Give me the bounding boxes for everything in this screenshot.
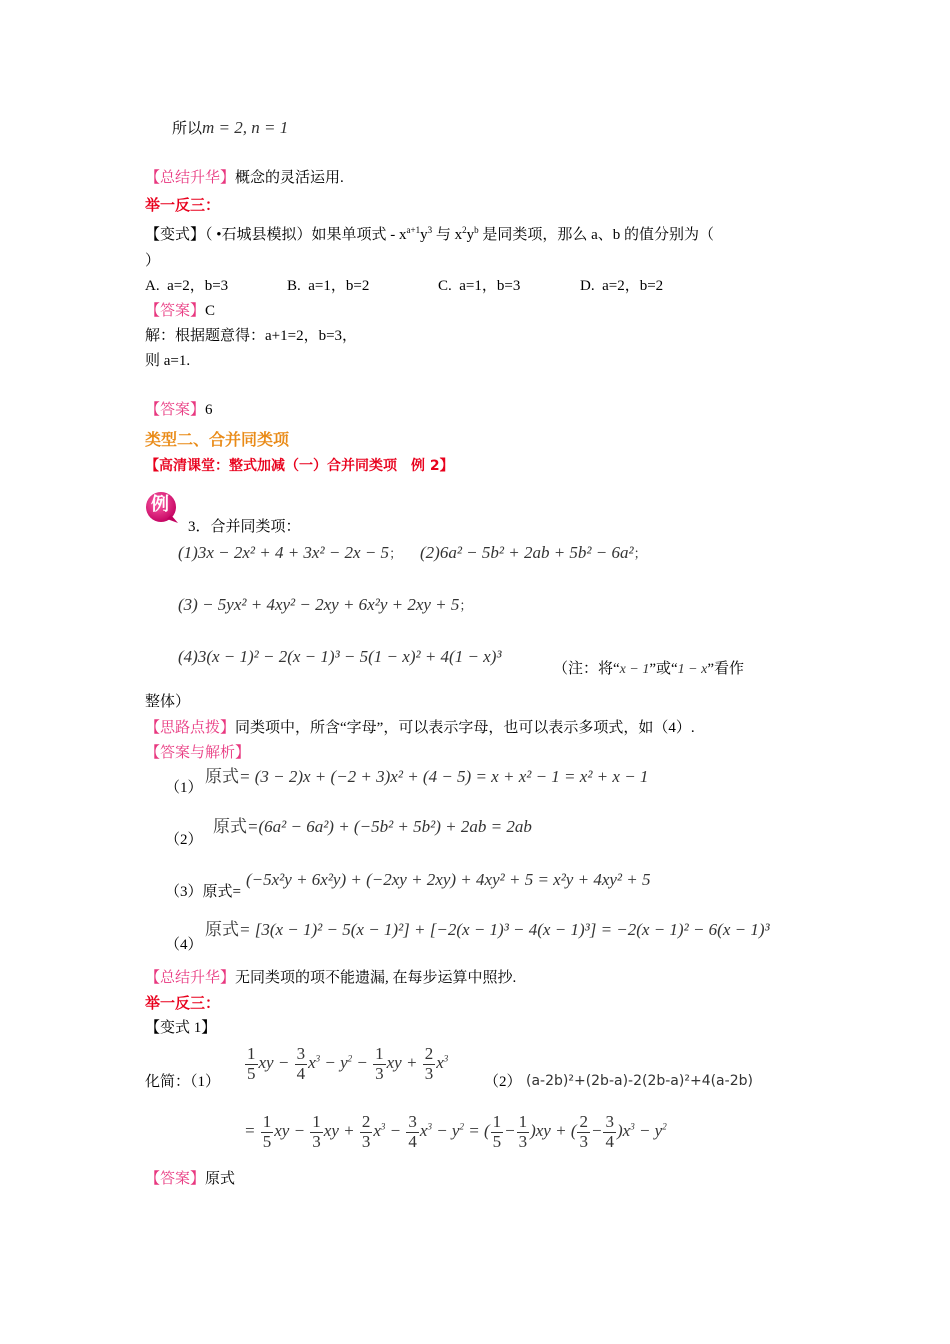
example-badge-label: 例 [151, 494, 169, 515]
problem-note-continued: 整体） [145, 694, 191, 710]
problem-part-3-expr: (3) − 5yx² + 4xy² − 2xy + 6x²y + 2xy + 5 [178, 595, 460, 614]
option-text: a=1，b=2 [308, 278, 370, 294]
solution-lead: 原式 [205, 767, 239, 786]
answer-value: 原式 [205, 1171, 236, 1187]
fraction: $\frac{1}{5}$ [492, 1112, 502, 1151]
solution-line-2: 则 a=1. [145, 353, 191, 369]
problem-part-3 [178, 595, 472, 615]
option-text: a=2，b=2 [602, 278, 664, 294]
variant-sup-2: 3 [427, 225, 433, 235]
option-label: B. [287, 278, 301, 294]
simplify-expr-1: $\frac{1}{5}$ xy − $\frac{3}{4}$ $x^3 - y^2$ − $\frac{1}{3}$ xy + $\frac{2}{3}$ $x^3$ [247, 1044, 449, 1083]
solution-num-1: （1） [165, 780, 203, 796]
summary-tag: 【总结升华】 [145, 170, 236, 186]
simplify-expr-2: (a-2b)²+(2b-a)-2(2b-a)²+4(a-2b) [526, 1073, 753, 1089]
variant-1-tag: 【变式 1】 [145, 1020, 217, 1036]
hint [145, 719, 695, 737]
note-expr-2: 1 − x [677, 662, 708, 677]
solution-expr: = (3 − 2)x + (−2 + 3)x² + (4 − 5) = x + x² − 1 = x² + x − 1 [239, 767, 649, 786]
option-label: A. [145, 278, 160, 294]
solution-num-4: （4） [165, 937, 203, 953]
solution-num-2: （2） [165, 832, 203, 848]
option-d [580, 277, 663, 295]
solution-line-1: 解：根据题意得：a+1=2，b=3， [145, 328, 358, 344]
fraction: $\frac{1}{3}$ [375, 1044, 384, 1083]
fraction: $\frac{2}{3}$ [579, 1112, 588, 1151]
answer-2 [145, 401, 213, 419]
juyi-heading-2: 举一反三： [145, 994, 221, 1012]
option-label: C. [438, 278, 452, 294]
solution-expr-3: (−5x²y + 6x²y) + (−2xy + 2xy) + 4xy² + 5 = x²y + 4xy² + 5 [246, 870, 651, 889]
answer-tag: 【答案】 [145, 303, 206, 319]
option-c [438, 277, 520, 295]
variant-text-e: 是同类项，那么 a、b 的值分别为（ [478, 227, 715, 243]
juyi-heading-1: 举一反三： [145, 196, 221, 214]
summary-tag: 【总结升华】 [145, 970, 236, 986]
summary-text: 概念的灵活运用. [235, 170, 344, 186]
problem-title: 3．合并同类项： [188, 519, 301, 535]
option-a [145, 277, 228, 295]
problem-note [553, 660, 744, 679]
variant-sup-4: b [474, 225, 479, 235]
answer-1 [145, 302, 215, 320]
note-text-c: ”看作 [707, 661, 745, 677]
lesson-reference: 【高清课堂：整式加减（一）合并同类项 例 2】 [145, 458, 454, 474]
conclusion-math: m = 2, n = 1 [202, 118, 289, 137]
problem-part-2-expr: (2)6a² − 5b² + 2ab + 5b² − 6a² [420, 543, 634, 562]
variant-text-a: （ •石城县模拟）如果单项式 - x [205, 227, 407, 243]
example-badge [145, 489, 181, 525]
hint-text: 同类项中，所含“字母”，可以表示字母，也可以表示多项式，如（4）. [235, 720, 695, 736]
problem-part-2 [420, 543, 647, 563]
fraction: $\frac{3}{4}$ [296, 1044, 306, 1083]
summary-2 [145, 969, 516, 987]
summary-text: 无同类项的项不能遗漏, 在每步运算中照抄. [235, 970, 517, 986]
variant-sup-1: a+1 [406, 225, 421, 235]
solution-expr: = [3(x − 1)² − 5(x − 1)²] + [−2(x − 1)³ − 4(x − 1)³] = −2(x − 1)² − 6(x − 1)³ [239, 920, 770, 939]
conclusion-line [172, 118, 288, 138]
problem-separator: ； [633, 546, 647, 561]
fraction: $\frac{2}{3}$ [361, 1112, 371, 1151]
answer-value: 6 [205, 402, 213, 418]
solution-expr-4 [205, 920, 770, 940]
note-text-b: ”或“ [649, 661, 678, 677]
option-text: a=1，b=3 [459, 278, 521, 294]
fraction: $\frac{3}{4}$ [408, 1112, 417, 1151]
problem-part-1 [178, 543, 402, 563]
solution-lead: 原式 [213, 817, 247, 836]
solution-expr-2 [213, 817, 532, 837]
answer-tag: 【答案】 [145, 402, 206, 418]
variant-question [145, 226, 714, 244]
solution-expr: =(6a² − 6a²) + (−5b² + 5b²) + 2ab = 2ab [247, 817, 532, 836]
note-text-a: （注：将“ [553, 661, 620, 677]
variant-text-b: y [420, 227, 428, 243]
answer-tag: 【答案】 [145, 1171, 206, 1187]
fraction: $\frac{2}{3}$ [424, 1044, 434, 1083]
solution-expr-1 [205, 767, 648, 787]
problem-part-4: (4)3(x − 1)² − 2(x − 1)³ − 5(1 − x)² + 4(1 − x)³ [178, 647, 502, 666]
variant-text-c: 与 x [432, 227, 463, 243]
fraction: $\frac{1}{3}$ [518, 1112, 528, 1151]
answer-3 [145, 1170, 235, 1188]
problem-separator: ； [389, 546, 403, 561]
conclusion-prefix: 所以 [172, 121, 203, 137]
option-b [287, 277, 369, 295]
simplify-part2-label: （2） [484, 1074, 522, 1090]
simplify-working: = $\frac{1}{5}$ xy − $\frac{1}{3}$ xy + $\frac{2}{3}$ $x^3$ − $\frac{3}{4}$ $x^3 - y^2$ = ( $\frac{1}{5}$ − $\frac{1}{3}$ )xy + ( $\frac{2}{3}$ − $\frac{3}{4}$ )$x^3 - y^2$ [244, 1112, 667, 1151]
section-heading: 类型二、合并同类项 [145, 430, 290, 449]
option-label: D. [580, 278, 595, 294]
variant-sup-3: 2 [462, 225, 467, 235]
hint-tag: 【思路点拨】 [145, 720, 236, 736]
variant-tag: 【变式】 [145, 227, 206, 243]
summary-1 [145, 169, 344, 187]
fraction: $\frac{1}{3}$ [312, 1112, 321, 1151]
variant-close-paren: ） [145, 253, 161, 269]
fraction: $\frac{1}{5}$ [262, 1112, 272, 1151]
fraction: $\frac{3}{4}$ [605, 1112, 614, 1151]
problem-separator: ； [459, 598, 473, 613]
analysis-tag: 【答案与解析】 [145, 745, 251, 761]
fraction: $\frac{1}{5}$ [247, 1044, 256, 1083]
option-text: a=2，b=3 [167, 278, 229, 294]
problem-part-1-expr: (1)3x − 2x² + 4 + 3x² − 2x − 5 [178, 543, 390, 562]
simplify-label: 化简：（1） [145, 1074, 221, 1090]
variant-text-d: y [466, 227, 475, 243]
note-expr-1: x − 1 [619, 662, 650, 677]
answer-value: C [205, 303, 216, 319]
solution-num-3: （3）原式= [165, 884, 241, 900]
solution-lead: 原式 [205, 920, 239, 939]
